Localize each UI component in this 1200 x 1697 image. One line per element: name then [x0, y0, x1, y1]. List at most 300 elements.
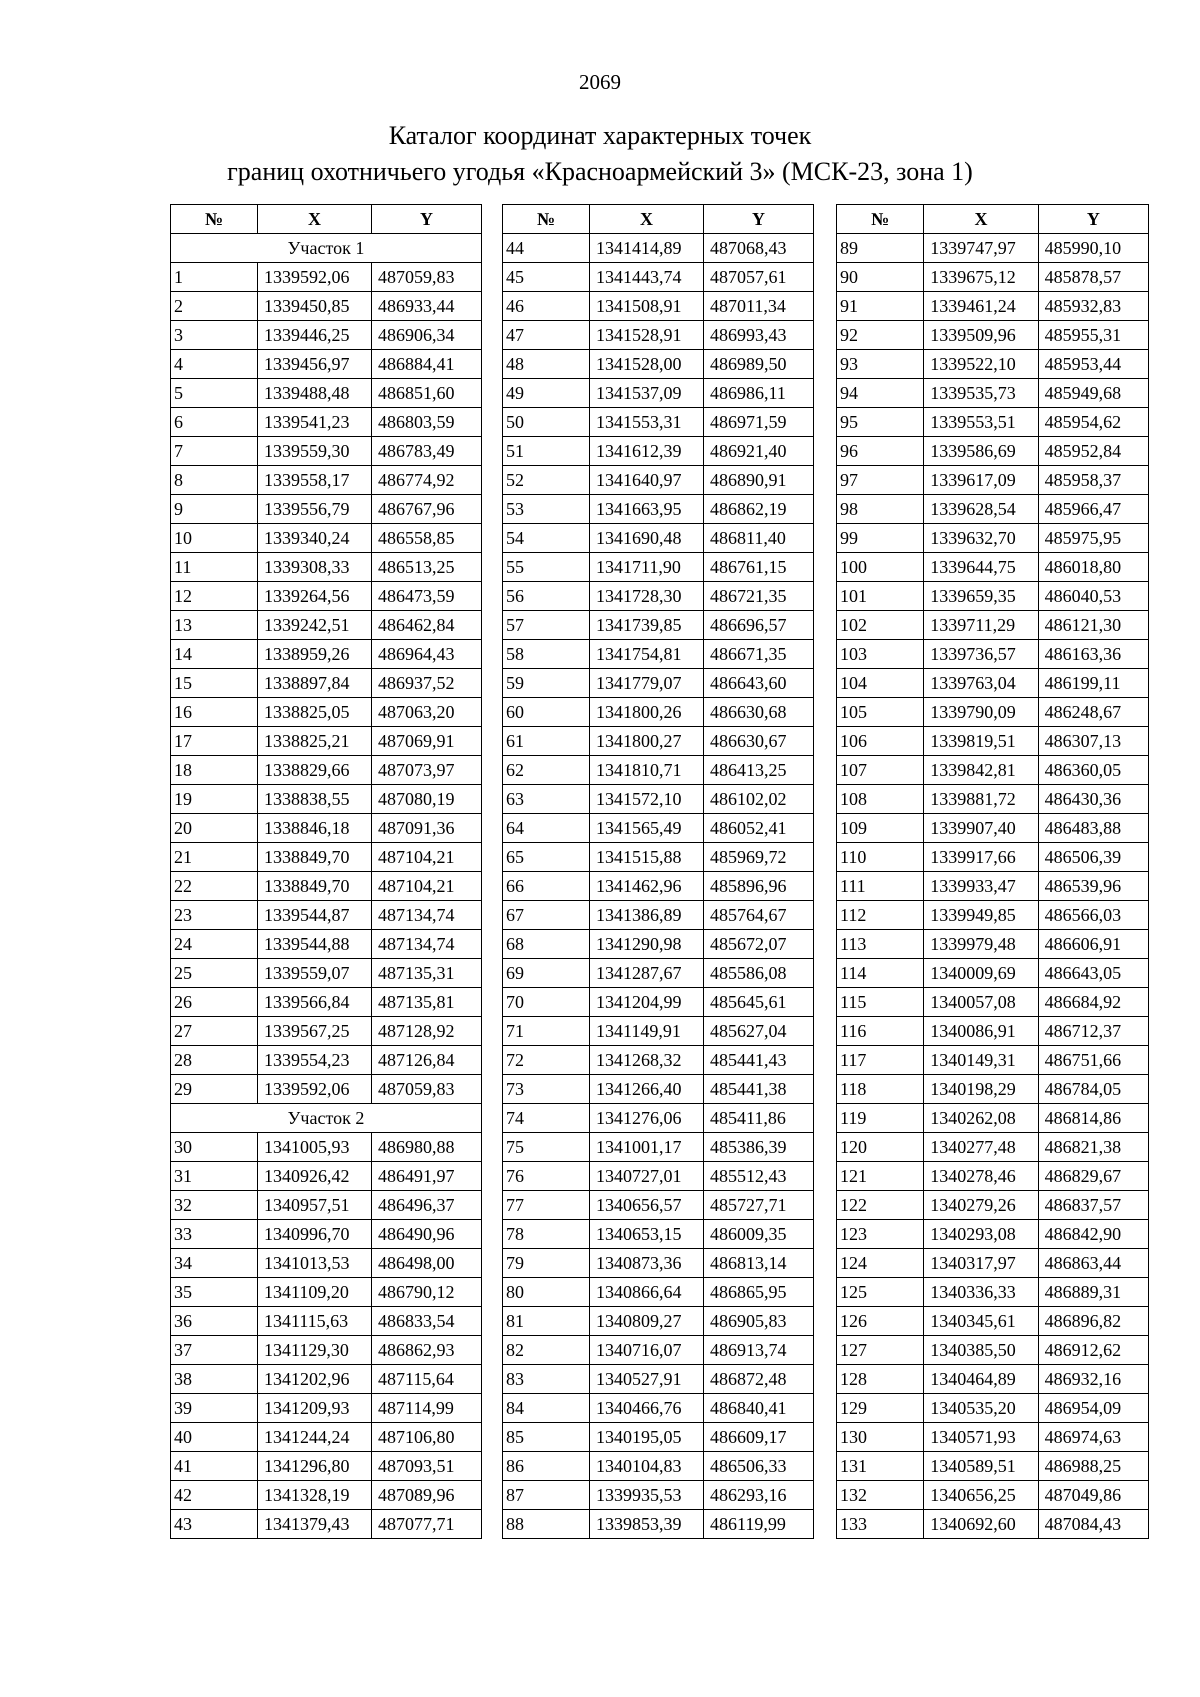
x-coordinate: 1340317,97 [924, 1249, 1038, 1278]
y-coordinate: 486609,17 [704, 1423, 814, 1452]
point-number: 65 [503, 843, 590, 872]
y-coordinate: 487106,80 [372, 1423, 482, 1452]
point-number: 34 [171, 1249, 258, 1278]
x-coordinate: 1339559,30 [258, 437, 372, 466]
table-row [837, 466, 1149, 495]
y-coordinate: 486671,35 [704, 640, 814, 669]
x-coordinate: 1340057,08 [924, 988, 1038, 1017]
x-coordinate: 1339308,33 [258, 553, 372, 582]
point-number: 49 [503, 379, 590, 408]
point-number: 119 [837, 1104, 924, 1133]
y-coordinate: 487063,20 [372, 698, 482, 727]
y-coordinate: 487077,71 [372, 1510, 482, 1539]
point-number: 116 [837, 1017, 924, 1046]
y-coordinate: 486498,00 [372, 1249, 482, 1278]
y-coordinate: 486912,62 [1038, 1336, 1148, 1365]
x-coordinate: 1341005,93 [258, 1133, 372, 1162]
x-coordinate: 1340279,26 [924, 1191, 1038, 1220]
x-coordinate: 1340293,08 [924, 1220, 1038, 1249]
point-number: 23 [171, 901, 258, 930]
header-number: № [171, 205, 258, 234]
y-coordinate: 486863,44 [1038, 1249, 1148, 1278]
x-coordinate: 1341810,71 [590, 756, 704, 785]
y-coordinate: 487128,92 [372, 1017, 482, 1046]
y-coordinate: 486630,67 [704, 727, 814, 756]
table-row [171, 495, 482, 524]
table-row [171, 1452, 482, 1481]
header-x: X [258, 205, 372, 234]
coordinates-table-column-1 [170, 204, 482, 1539]
table-row [503, 843, 814, 872]
x-coordinate: 1340692,60 [924, 1510, 1038, 1539]
x-coordinate: 1339559,07 [258, 959, 372, 988]
x-coordinate: 1341287,67 [590, 959, 704, 988]
y-coordinate: 486803,59 [372, 408, 482, 437]
y-coordinate: 486905,83 [704, 1307, 814, 1336]
y-coordinate: 486986,11 [704, 379, 814, 408]
table-row [837, 1336, 1149, 1365]
table-row [837, 872, 1149, 901]
x-coordinate: 1339586,69 [924, 437, 1038, 466]
table-row [837, 1278, 1149, 1307]
point-number: 84 [503, 1394, 590, 1423]
point-number: 45 [503, 263, 590, 292]
point-number: 113 [837, 930, 924, 959]
x-coordinate: 1341001,17 [590, 1133, 704, 1162]
point-number: 75 [503, 1133, 590, 1162]
y-coordinate: 486761,15 [704, 553, 814, 582]
y-coordinate: 487073,97 [372, 756, 482, 785]
table-row [837, 1220, 1149, 1249]
title-line-2: границ охотничьего угодья «Красноармейский 3» (МСК-23, зона 1) [227, 157, 973, 186]
table-row [171, 466, 482, 495]
table-row [171, 582, 482, 611]
y-coordinate: 485969,72 [704, 843, 814, 872]
table-row [837, 1191, 1149, 1220]
y-coordinate: 487135,81 [372, 988, 482, 1017]
table-row [837, 1162, 1149, 1191]
table-row [503, 1133, 814, 1162]
point-number: 37 [171, 1336, 258, 1365]
y-coordinate: 487068,43 [704, 234, 814, 263]
x-coordinate: 1341414,89 [590, 234, 704, 263]
point-number: 60 [503, 698, 590, 727]
y-coordinate: 485975,95 [1038, 524, 1148, 553]
point-number: 125 [837, 1278, 924, 1307]
point-number: 35 [171, 1278, 258, 1307]
table-row [837, 1394, 1149, 1423]
x-coordinate: 1340198,29 [924, 1075, 1038, 1104]
table-row [837, 1133, 1149, 1162]
point-number: 19 [171, 785, 258, 814]
y-coordinate: 486163,36 [1038, 640, 1148, 669]
y-coordinate: 486814,86 [1038, 1104, 1148, 1133]
table-row [171, 1075, 482, 1104]
table-row [503, 1220, 814, 1249]
table-row [503, 582, 814, 611]
point-number: 15 [171, 669, 258, 698]
table-row [503, 1365, 814, 1394]
y-coordinate: 485958,37 [1038, 466, 1148, 495]
x-coordinate: 1339535,73 [924, 379, 1038, 408]
y-coordinate: 486643,05 [1038, 959, 1148, 988]
header-number: № [503, 205, 590, 234]
y-coordinate: 486932,16 [1038, 1365, 1148, 1394]
point-number: 114 [837, 959, 924, 988]
x-coordinate: 1341386,89 [590, 901, 704, 930]
y-coordinate: 486988,25 [1038, 1452, 1148, 1481]
x-coordinate: 1340957,51 [258, 1191, 372, 1220]
point-number: 103 [837, 640, 924, 669]
x-coordinate: 1341754,81 [590, 640, 704, 669]
y-coordinate: 486964,43 [372, 640, 482, 669]
table-row [171, 1191, 482, 1220]
title-line-1: Каталог координат характерных точек [388, 121, 812, 150]
y-coordinate: 486630,68 [704, 698, 814, 727]
point-number: 82 [503, 1336, 590, 1365]
x-coordinate: 1339558,17 [258, 466, 372, 495]
y-coordinate: 487126,84 [372, 1046, 482, 1075]
point-number: 51 [503, 437, 590, 466]
table-row [171, 263, 482, 292]
x-coordinate: 1341296,80 [258, 1452, 372, 1481]
table-row [837, 379, 1149, 408]
y-coordinate: 486506,33 [704, 1452, 814, 1481]
table-row [837, 843, 1149, 872]
table-row [171, 785, 482, 814]
point-number: 129 [837, 1394, 924, 1423]
y-coordinate: 486851,60 [372, 379, 482, 408]
x-coordinate: 1341109,20 [258, 1278, 372, 1307]
point-number: 68 [503, 930, 590, 959]
y-coordinate: 487057,61 [704, 263, 814, 292]
section-label: Участок 1 [171, 234, 482, 263]
point-number: 28 [171, 1046, 258, 1075]
point-number: 17 [171, 727, 258, 756]
y-coordinate: 487091,36 [372, 814, 482, 843]
table-row [503, 292, 814, 321]
header-x: X [590, 205, 704, 234]
y-coordinate: 486767,96 [372, 495, 482, 524]
point-number: 88 [503, 1510, 590, 1539]
y-coordinate: 486872,48 [704, 1365, 814, 1394]
table-row [503, 611, 814, 640]
point-number: 101 [837, 582, 924, 611]
x-coordinate: 1339711,29 [924, 611, 1038, 640]
point-number: 10 [171, 524, 258, 553]
x-coordinate: 1340149,31 [924, 1046, 1038, 1075]
point-number: 29 [171, 1075, 258, 1104]
table-row [837, 1104, 1149, 1133]
point-number: 8 [171, 466, 258, 495]
header-y: Y [372, 205, 482, 234]
table-row [503, 814, 814, 843]
table-row [171, 756, 482, 785]
table-row [503, 234, 814, 263]
x-coordinate: 1340086,91 [924, 1017, 1038, 1046]
table-row [503, 1394, 814, 1423]
point-number: 24 [171, 930, 258, 959]
table-row [837, 930, 1149, 959]
x-coordinate: 1339644,75 [924, 553, 1038, 582]
coordinates-table-column-3 [836, 204, 1149, 1539]
y-coordinate: 487093,51 [372, 1452, 482, 1481]
point-number: 40 [171, 1423, 258, 1452]
y-coordinate: 486833,54 [372, 1307, 482, 1336]
point-number: 31 [171, 1162, 258, 1191]
header-y: Y [704, 205, 814, 234]
x-coordinate: 1340716,07 [590, 1336, 704, 1365]
x-coordinate: 1338846,18 [258, 814, 372, 843]
x-coordinate: 1341268,32 [590, 1046, 704, 1075]
table-row [837, 988, 1149, 1017]
x-coordinate: 1340926,42 [258, 1162, 372, 1191]
table-row [837, 524, 1149, 553]
x-coordinate: 1341553,31 [590, 408, 704, 437]
y-coordinate: 487080,19 [372, 785, 482, 814]
point-number: 106 [837, 727, 924, 756]
y-coordinate: 487104,21 [372, 843, 482, 872]
y-coordinate: 487134,74 [372, 901, 482, 930]
point-number: 126 [837, 1307, 924, 1336]
y-coordinate: 486566,03 [1038, 901, 1148, 930]
table-row [503, 1191, 814, 1220]
point-number: 61 [503, 727, 590, 756]
x-coordinate: 1340589,51 [924, 1452, 1038, 1481]
table-row [837, 582, 1149, 611]
table-row [503, 495, 814, 524]
point-number: 33 [171, 1220, 258, 1249]
point-number: 127 [837, 1336, 924, 1365]
x-coordinate: 1339544,87 [258, 901, 372, 930]
y-coordinate: 486884,41 [372, 350, 482, 379]
table-header-row [837, 205, 1149, 234]
point-number: 18 [171, 756, 258, 785]
x-coordinate: 1340278,46 [924, 1162, 1038, 1191]
x-coordinate: 1340727,01 [590, 1162, 704, 1191]
x-coordinate: 1339632,70 [924, 524, 1038, 553]
table-row [171, 553, 482, 582]
table-row [171, 1017, 482, 1046]
point-number: 32 [171, 1191, 258, 1220]
table-row [503, 437, 814, 466]
table-row [837, 1423, 1149, 1452]
table-row [503, 1481, 814, 1510]
table-row [171, 379, 482, 408]
y-coordinate: 485386,39 [704, 1133, 814, 1162]
x-coordinate: 1338849,70 [258, 872, 372, 901]
y-coordinate: 486539,96 [1038, 872, 1148, 901]
x-coordinate: 1339853,39 [590, 1510, 704, 1539]
point-number: 9 [171, 495, 258, 524]
table-row [837, 756, 1149, 785]
y-coordinate: 485441,43 [704, 1046, 814, 1075]
table-row [837, 553, 1149, 582]
y-coordinate: 486933,44 [372, 292, 482, 321]
y-coordinate: 486829,67 [1038, 1162, 1148, 1191]
x-coordinate: 1340866,64 [590, 1278, 704, 1307]
y-coordinate: 486989,50 [704, 350, 814, 379]
y-coordinate: 486896,82 [1038, 1307, 1148, 1336]
y-coordinate: 486473,59 [372, 582, 482, 611]
y-coordinate: 487135,31 [372, 959, 482, 988]
y-coordinate: 486606,91 [1038, 930, 1148, 959]
y-coordinate: 487104,21 [372, 872, 482, 901]
y-coordinate: 486483,88 [1038, 814, 1148, 843]
y-coordinate: 486906,34 [372, 321, 482, 350]
point-number: 112 [837, 901, 924, 930]
table-row [171, 1336, 482, 1365]
table-row [171, 1278, 482, 1307]
point-number: 76 [503, 1162, 590, 1191]
y-coordinate: 486954,09 [1038, 1394, 1148, 1423]
x-coordinate: 1340464,89 [924, 1365, 1038, 1394]
y-coordinate: 487115,64 [372, 1365, 482, 1394]
table-row [503, 1075, 814, 1104]
y-coordinate: 486462,84 [372, 611, 482, 640]
y-coordinate: 486889,31 [1038, 1278, 1148, 1307]
y-coordinate: 485878,57 [1038, 263, 1148, 292]
header-x: X [924, 205, 1038, 234]
table-row [503, 408, 814, 437]
point-number: 50 [503, 408, 590, 437]
y-coordinate: 486865,95 [704, 1278, 814, 1307]
point-number: 48 [503, 350, 590, 379]
x-coordinate: 1339242,51 [258, 611, 372, 640]
table-row [837, 1510, 1149, 1539]
point-number: 21 [171, 843, 258, 872]
table-row [837, 321, 1149, 350]
table-row [171, 350, 482, 379]
table-row [837, 350, 1149, 379]
point-number: 118 [837, 1075, 924, 1104]
x-coordinate: 1339842,81 [924, 756, 1038, 785]
x-coordinate: 1341537,09 [590, 379, 704, 408]
y-coordinate: 485627,04 [704, 1017, 814, 1046]
y-coordinate: 487011,34 [704, 292, 814, 321]
x-coordinate: 1341612,39 [590, 437, 704, 466]
point-number: 6 [171, 408, 258, 437]
table-row [171, 611, 482, 640]
x-coordinate: 1341572,10 [590, 785, 704, 814]
point-number: 93 [837, 350, 924, 379]
y-coordinate: 485727,71 [704, 1191, 814, 1220]
table-row [171, 1481, 482, 1510]
x-coordinate: 1339567,25 [258, 1017, 372, 1046]
point-number: 44 [503, 234, 590, 263]
x-coordinate: 1340571,93 [924, 1423, 1038, 1452]
y-coordinate: 486811,40 [704, 524, 814, 553]
point-number: 1 [171, 263, 258, 292]
x-coordinate: 1339917,66 [924, 843, 1038, 872]
y-coordinate: 485949,68 [1038, 379, 1148, 408]
x-coordinate: 1339935,53 [590, 1481, 704, 1510]
point-number: 52 [503, 466, 590, 495]
point-number: 20 [171, 814, 258, 843]
x-coordinate: 1339736,57 [924, 640, 1038, 669]
table-row [171, 1307, 482, 1336]
x-coordinate: 1340195,05 [590, 1423, 704, 1452]
section-row [171, 1104, 482, 1133]
x-coordinate: 1339949,85 [924, 901, 1038, 930]
table-row [503, 1046, 814, 1075]
x-coordinate: 1338829,66 [258, 756, 372, 785]
table-row [837, 1365, 1149, 1394]
y-coordinate: 486199,11 [1038, 669, 1148, 698]
point-number: 38 [171, 1365, 258, 1394]
x-coordinate: 1339456,97 [258, 350, 372, 379]
x-coordinate: 1340104,83 [590, 1452, 704, 1481]
x-coordinate: 1340996,70 [258, 1220, 372, 1249]
x-coordinate: 1341266,40 [590, 1075, 704, 1104]
table-row [171, 292, 482, 321]
x-coordinate: 1339522,10 [924, 350, 1038, 379]
y-coordinate: 486052,41 [704, 814, 814, 843]
section-row [171, 234, 482, 263]
table-row [171, 698, 482, 727]
y-coordinate: 485896,96 [704, 872, 814, 901]
y-coordinate: 486721,35 [704, 582, 814, 611]
table-row [171, 524, 482, 553]
y-coordinate: 486696,57 [704, 611, 814, 640]
y-coordinate: 486840,41 [704, 1394, 814, 1423]
point-number: 26 [171, 988, 258, 1017]
point-number: 95 [837, 408, 924, 437]
point-number: 73 [503, 1075, 590, 1104]
point-number: 79 [503, 1249, 590, 1278]
y-coordinate: 486913,74 [704, 1336, 814, 1365]
table-row [171, 1220, 482, 1249]
table-row [503, 466, 814, 495]
y-coordinate: 485966,47 [1038, 495, 1148, 524]
point-number: 130 [837, 1423, 924, 1452]
x-coordinate: 1341379,43 [258, 1510, 372, 1539]
y-coordinate: 485764,67 [704, 901, 814, 930]
x-coordinate: 1341640,97 [590, 466, 704, 495]
x-coordinate: 1339509,96 [924, 321, 1038, 350]
point-number: 46 [503, 292, 590, 321]
point-number: 13 [171, 611, 258, 640]
x-coordinate: 1340009,69 [924, 959, 1038, 988]
table-row [503, 727, 814, 756]
x-coordinate: 1340535,20 [924, 1394, 1038, 1423]
x-coordinate: 1341528,91 [590, 321, 704, 350]
y-coordinate: 486248,67 [1038, 698, 1148, 727]
point-number: 87 [503, 1481, 590, 1510]
y-coordinate: 485512,43 [704, 1162, 814, 1191]
x-coordinate: 1339819,51 [924, 727, 1038, 756]
x-coordinate: 1340466,76 [590, 1394, 704, 1423]
x-coordinate: 1339264,56 [258, 582, 372, 611]
point-number: 12 [171, 582, 258, 611]
x-coordinate: 1341244,24 [258, 1423, 372, 1452]
point-number: 74 [503, 1104, 590, 1133]
point-number: 90 [837, 263, 924, 292]
y-coordinate: 485672,07 [704, 930, 814, 959]
table-row [171, 437, 482, 466]
table-row [171, 930, 482, 959]
point-number: 57 [503, 611, 590, 640]
table-row [503, 1249, 814, 1278]
x-coordinate: 1340262,08 [924, 1104, 1038, 1133]
y-coordinate: 486837,57 [1038, 1191, 1148, 1220]
point-number: 41 [171, 1452, 258, 1481]
y-coordinate: 485441,38 [704, 1075, 814, 1104]
x-coordinate: 1341209,93 [258, 1394, 372, 1423]
point-number: 111 [837, 872, 924, 901]
x-coordinate: 1340345,61 [924, 1307, 1038, 1336]
y-coordinate: 486890,91 [704, 466, 814, 495]
